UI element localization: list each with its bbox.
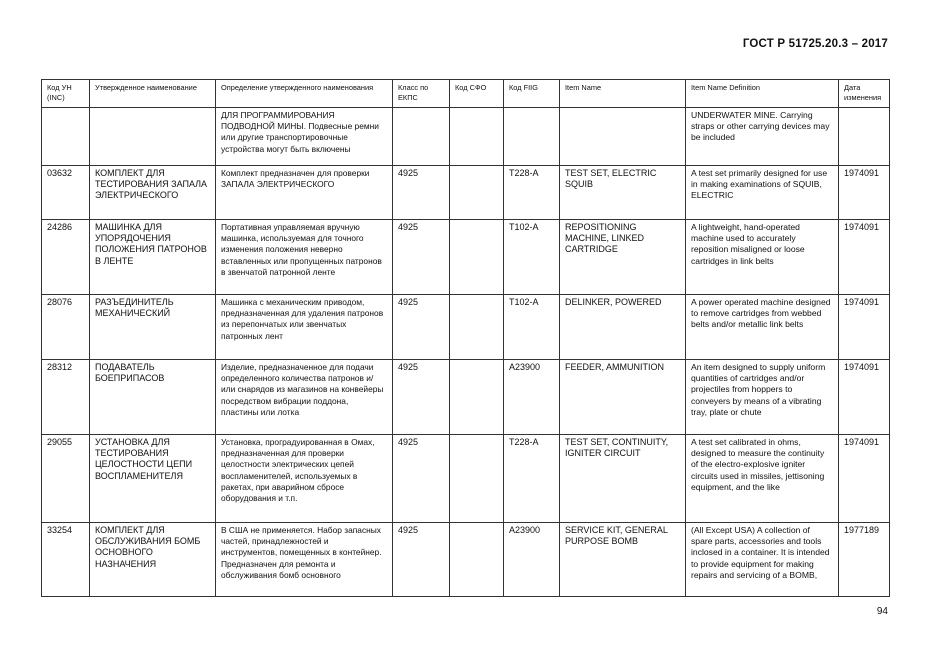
table-row (42, 435, 890, 523)
table-row (42, 108, 890, 166)
cell-fiig: A23900 (504, 523, 560, 597)
cell-fiig: T102-A (504, 220, 560, 295)
cell-class: 4925 (393, 220, 450, 295)
cell-sfo (450, 295, 504, 360)
cell-date: 1974091 (839, 435, 890, 523)
cell-code: 29055 (42, 435, 90, 523)
cell-code (42, 108, 90, 166)
cell-code: 33254 (42, 523, 90, 597)
cell-class: 4925 (393, 360, 450, 435)
cell-name: КОМПЛЕКТ ДЛЯ ТЕСТИРОВАНИЯ ЗАПАЛА ЭЛЕКТРИЧЕСКОГО (90, 166, 216, 220)
cell-item-name: DELINKER, POWERED (560, 295, 686, 360)
cell-date: 1974091 (839, 220, 890, 295)
cell-name: РАЗЪЕДИНИТЕЛЬ МЕХАНИЧЕСКИЙ (90, 295, 216, 360)
cell-fiig: A23900 (504, 360, 560, 435)
cell-class: 4925 (393, 166, 450, 220)
cell-date: 1974091 (839, 295, 890, 360)
cell-item-name: TEST SET, ELECTRIC SQUIB (560, 166, 686, 220)
cell-sfo (450, 166, 504, 220)
cell-item-definition: A test set calibrated in ohms, designed to measure the continuity of the electro-explosive igniter circuits used in missiles, jettisoning equipment, and the like (686, 435, 839, 523)
cell-sfo (450, 360, 504, 435)
cell-item-name: FEEDER, AMMUNITION (560, 360, 686, 435)
cell-fiig: T228-A (504, 166, 560, 220)
cell-name (90, 108, 216, 166)
cell-definition: Установка, проградуированная в Омах, предназначенная для проверки целостности электрических цепей воспламенителей, используемых в ракетах, при аварийном сбросе оборудования и т.п. (216, 435, 393, 523)
table-header-row (42, 80, 890, 108)
cell-date: 1974091 (839, 166, 890, 220)
cell-item-definition: A lightweight, hand-operated machine used to accurately reposition misaligned or loose cartridges in link belts (686, 220, 839, 295)
catalog-table (41, 79, 890, 597)
table-row (42, 523, 890, 597)
cell-code: 24286 (42, 220, 90, 295)
cell-definition: Портативная управляемая вручную машинка, используемая для точного изменения положения неверно вставленных или пропущенных патронов в звенчатой патронной ленте (216, 220, 393, 295)
cell-fiig: T102-A (504, 295, 560, 360)
cell-class: 4925 (393, 295, 450, 360)
cell-item-definition: An item designed to supply uniform quantities of cartridges and/or projectiles from hoppers to conveyers by means of a vibrating tray, plate or chute (686, 360, 839, 435)
table-row (42, 295, 890, 360)
cell-item-name: REPOSITIONING MACHINE, LINKED CARTRIDGE (560, 220, 686, 295)
cell-name: ПОДАВАТЕЛЬ БОЕПРИПАСОВ (90, 360, 216, 435)
page-number: 94 (876, 606, 888, 617)
col-header-definition: Определение утвержденного наименования (216, 80, 393, 108)
cell-item-name (560, 108, 686, 166)
cell-code: 28076 (42, 295, 90, 360)
cell-fiig: T228-A (504, 435, 560, 523)
table-row (42, 220, 890, 295)
document-title: ГОСТ Р 51725.20.3 – 2017 (742, 38, 888, 50)
table-row (42, 166, 890, 220)
cell-item-definition: (All Except USA) A collection of spare parts, accessories and tools inclosed in a container. It is intended to provide equipment for making repairs and servicing of a BOMB, (686, 523, 839, 597)
col-header-class: Класс по ЕКПС (393, 80, 450, 108)
cell-class: 4925 (393, 523, 450, 597)
col-header-sfo: Код СФО (450, 80, 504, 108)
cell-date: 1974091 (839, 360, 890, 435)
col-header-code: Код УН (INC) (42, 80, 90, 108)
col-header-item-name: Item Name (560, 80, 686, 108)
table-row (42, 360, 890, 435)
cell-name: КОМПЛЕКТ ДЛЯ ОБСЛУЖИВАНИЯ БОМБ ОСНОВНОГО НАЗНАЧЕНИЯ (90, 523, 216, 597)
col-header-name: Утвержденное наименование (90, 80, 216, 108)
cell-definition: ДЛЯ ПРОГРАММИРОВАНИЯ ПОДВОДНОЙ МИНЫ. Подвесные ремни или другие транспортировочные устройства могут быть включены (216, 108, 393, 166)
cell-definition: Машинка с механическим приводом, предназначенная для удаления патронов из перепончатых или звенчатых патронных лент (216, 295, 393, 360)
cell-date (839, 108, 890, 166)
cell-item-name: SERVICE KIT, GENERAL PURPOSE BOMB (560, 523, 686, 597)
cell-date: 1977189 (839, 523, 890, 597)
cell-name: МАШИНКА ДЛЯ УПОРЯДОЧЕНИЯ ПОЛОЖЕНИЯ ПАТРОНОВ В ЛЕНТЕ (90, 220, 216, 295)
cell-class (393, 108, 450, 166)
col-header-item-definition: Item Name Definition (686, 80, 839, 108)
cell-item-definition: A power operated machine designed to remove cartridges from webbed belts and/or metallic link belts (686, 295, 839, 360)
cell-definition: В США не применяется. Набор запасных частей, принадлежностей и инструментов, помещенных в контейнер. Предназначен для ремонта и обслуживания бомб основного (216, 523, 393, 597)
cell-item-definition: A test set primarily designed for use in making examinations of SQUIB, ELECTRIC (686, 166, 839, 220)
cell-code: 03632 (42, 166, 90, 220)
cell-fiig (504, 108, 560, 166)
col-header-fiig: Код FIIG (504, 80, 560, 108)
cell-sfo (450, 435, 504, 523)
cell-sfo (450, 108, 504, 166)
cell-sfo (450, 220, 504, 295)
cell-item-name: TEST SET, CONTINUITY, IGNITER CIRCUIT (560, 435, 686, 523)
cell-code: 28312 (42, 360, 90, 435)
cell-item-definition: UNDERWATER MINE. Carrying straps or other carrying devices may be included (686, 108, 839, 166)
cell-definition: Изделие, предназначенное для подачи определенного количества патронов и/или снарядов из магазинов на конвейеры посредством вибрации поддона, пластины или лотка (216, 360, 393, 435)
cell-name: УСТАНОВКА ДЛЯ ТЕСТИРОВАНИЯ ЦЕЛОСТНОСТИ ЦЕПИ ВОСПЛАМЕНИТЕЛЯ (90, 435, 216, 523)
cell-class: 4925 (393, 435, 450, 523)
col-header-date: Дата изменения (839, 80, 890, 108)
cell-definition: Комплект предназначен для проверки ЗАПАЛА ЭЛЕКТРИЧЕСКОГО (216, 166, 393, 220)
cell-sfo (450, 523, 504, 597)
